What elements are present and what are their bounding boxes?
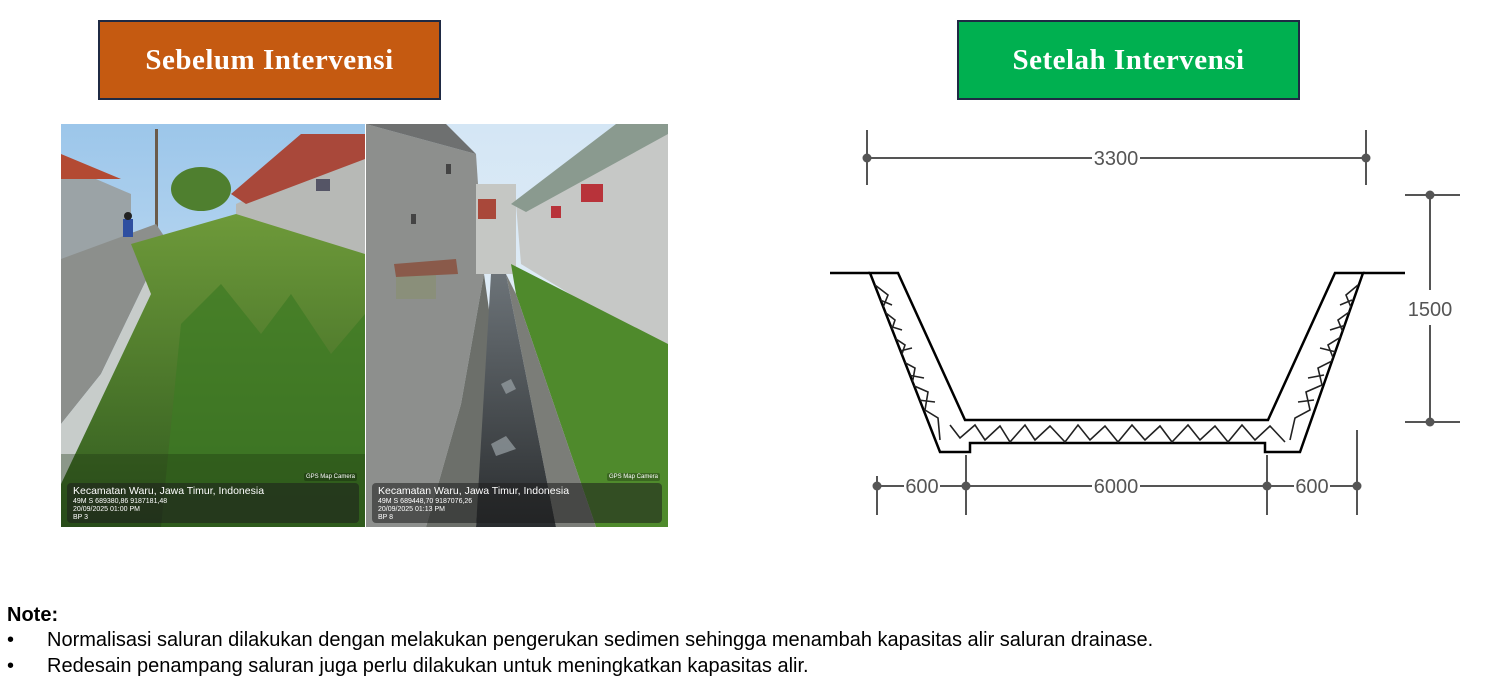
note-item bbox=[7, 627, 1154, 653]
notes-section bbox=[7, 603, 1154, 679]
gps-point: BP 3 bbox=[73, 514, 89, 521]
top-width-dimension bbox=[863, 130, 1371, 185]
side-right-label: 600 bbox=[1295, 476, 1329, 498]
gps-location: Kecamatan Waru, Jawa Timur, Indonesia bbox=[73, 485, 265, 497]
gps-location: Kecamatan Waru, Jawa Timur, Indonesia bbox=[378, 485, 570, 497]
note-text: Normalisasi saluran dilakukan dengan melakukan pengerukan sedimen sehingga menambah kapasitas alir saluran drainase. bbox=[47, 629, 1154, 651]
stone-masonry-lining bbox=[870, 273, 1363, 452]
gps-datetime: 20/09/2025 01:13 PM bbox=[378, 506, 445, 513]
gps-camera-badge: GPS Map Camera bbox=[608, 474, 658, 480]
gps-datetime: 20/09/2025 01:00 PM bbox=[73, 506, 140, 513]
side-left-label: 600 bbox=[905, 476, 939, 498]
channel-cross-section-diagram bbox=[820, 120, 1470, 530]
gps-camera-badge: GPS Map Camera bbox=[305, 474, 355, 480]
top-width-label: 3300 bbox=[1093, 148, 1139, 170]
gps-point: BP 8 bbox=[378, 514, 394, 521]
depth-label: 1500 bbox=[1407, 299, 1453, 321]
note-text: Redesain penampang saluran juga perlu dilakukan untuk meningkatkan kapasitas alir. bbox=[47, 655, 809, 677]
gps-coordinates: 49M S 689448,70 9187076,26 bbox=[378, 498, 473, 505]
after-intervention-label: Setelah Intervensi bbox=[1012, 43, 1245, 76]
gps-info-overlay bbox=[67, 483, 359, 523]
site-photo-before-1 bbox=[61, 124, 365, 527]
bullet-marker: • bbox=[7, 629, 15, 651]
site-photo-before-2 bbox=[366, 124, 668, 527]
narrow-drainage-channel-image bbox=[366, 124, 668, 527]
after-intervention-header bbox=[957, 20, 1300, 100]
before-intervention-label: Sebelum Intervensi bbox=[145, 43, 394, 76]
gps-info-overlay bbox=[372, 483, 662, 523]
before-intervention-header bbox=[98, 20, 441, 100]
bullet-marker: • bbox=[7, 655, 15, 677]
bottom-width-label: 6000 bbox=[1093, 476, 1139, 498]
overgrown-channel-image bbox=[61, 124, 365, 527]
depth-dimension bbox=[1405, 191, 1460, 427]
gps-coordinates: 49M S 689380,86 9187181,48 bbox=[73, 498, 168, 505]
notes-heading: Note: bbox=[7, 604, 59, 626]
note-item bbox=[7, 653, 809, 679]
